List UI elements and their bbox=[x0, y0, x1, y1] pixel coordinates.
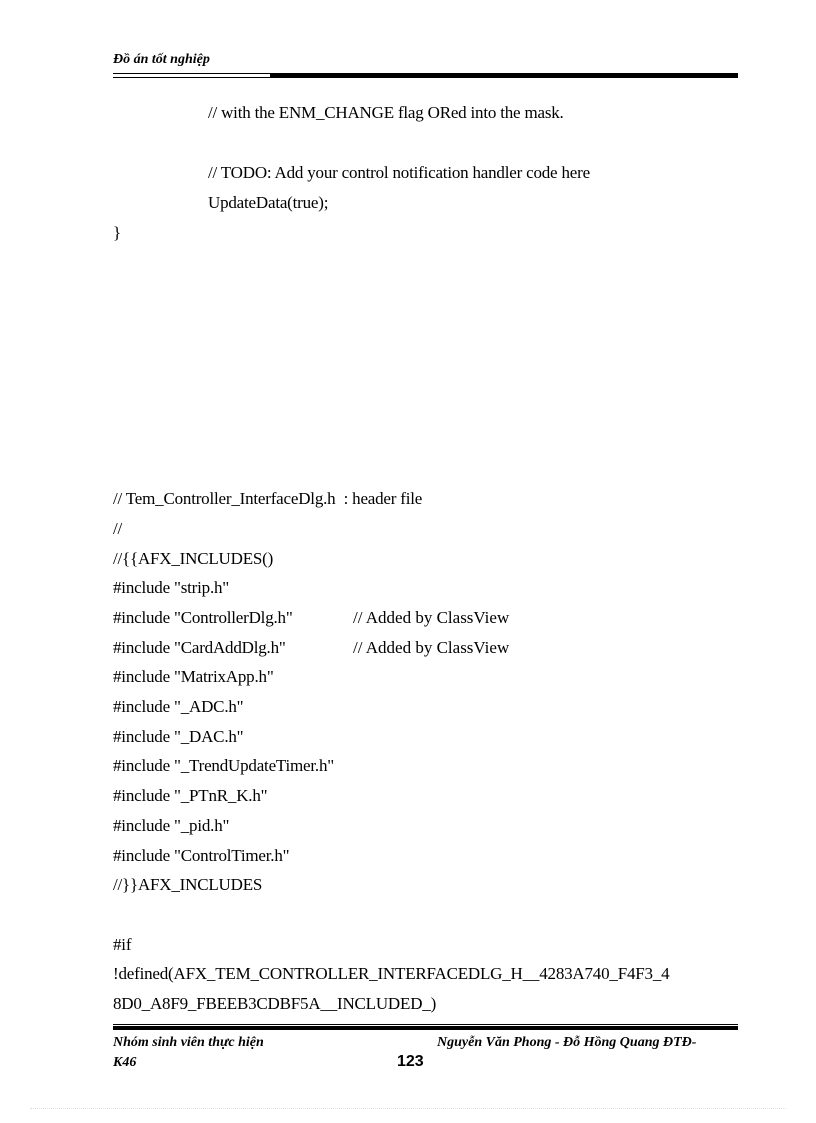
footer-authors: Nguyễn Văn Phong - Đỗ Hồng Quang ĐTĐ- bbox=[437, 1035, 697, 1050]
code-line: #include "MatrixApp.h" bbox=[113, 667, 274, 686]
code-line: #include "strip.h" bbox=[113, 578, 230, 597]
code-line: #include "_TrendUpdateTimer.h" bbox=[113, 756, 335, 775]
page-number: 123 bbox=[397, 1053, 424, 1070]
code-line: #include "ControllerDlg.h" bbox=[113, 608, 293, 627]
page-edge-divider bbox=[30, 1108, 786, 1109]
code-line: #include "_DAC.h" bbox=[113, 727, 244, 746]
code-line: // bbox=[113, 519, 123, 538]
code-comment: // Added by ClassView bbox=[353, 608, 510, 627]
footer-class: K46 bbox=[113, 1055, 137, 1070]
code-line: //}}AFX_INCLUDES bbox=[113, 875, 263, 894]
code-line: #include "_ADC.h" bbox=[113, 697, 244, 716]
code-line: //{{AFX_INCLUDES() bbox=[113, 549, 274, 568]
code-line: #include "_pid.h" bbox=[113, 816, 230, 835]
code-comment: // Added by ClassView bbox=[353, 638, 510, 657]
footer-rule-thick bbox=[113, 1026, 738, 1030]
code-line: !defined(AFX_TEM_CONTROLLER_INTERFACEDLG_H__4283A740_F4F3_4 bbox=[113, 964, 670, 983]
header-rule-bottom bbox=[113, 77, 738, 78]
code-line: #include "ControlTimer.h" bbox=[113, 846, 290, 865]
footer-rule-top bbox=[113, 1024, 738, 1025]
code-line: #if bbox=[113, 935, 132, 954]
footer-group-label: Nhóm sinh viên thực hiện bbox=[113, 1035, 264, 1050]
code-line: // with the ENM_CHANGE flag ORed into the mask. bbox=[208, 103, 564, 122]
code-line: #include "CardAddDlg.h" bbox=[113, 638, 286, 657]
code-line: // TODO: Add your control notification handler code here bbox=[208, 163, 590, 182]
code-line: 8D0_A8F9_FBEEB3CDBF5A__INCLUDED_) bbox=[113, 994, 437, 1013]
code-line: #include "_PTnR_K.h" bbox=[113, 786, 268, 805]
code-line: // Tem_Controller_InterfaceDlg.h : header file bbox=[113, 489, 423, 508]
code-line: UpdateData(true); bbox=[208, 193, 329, 212]
header-title: Đồ án tốt nghiệp bbox=[113, 52, 210, 67]
code-line: } bbox=[113, 223, 121, 242]
